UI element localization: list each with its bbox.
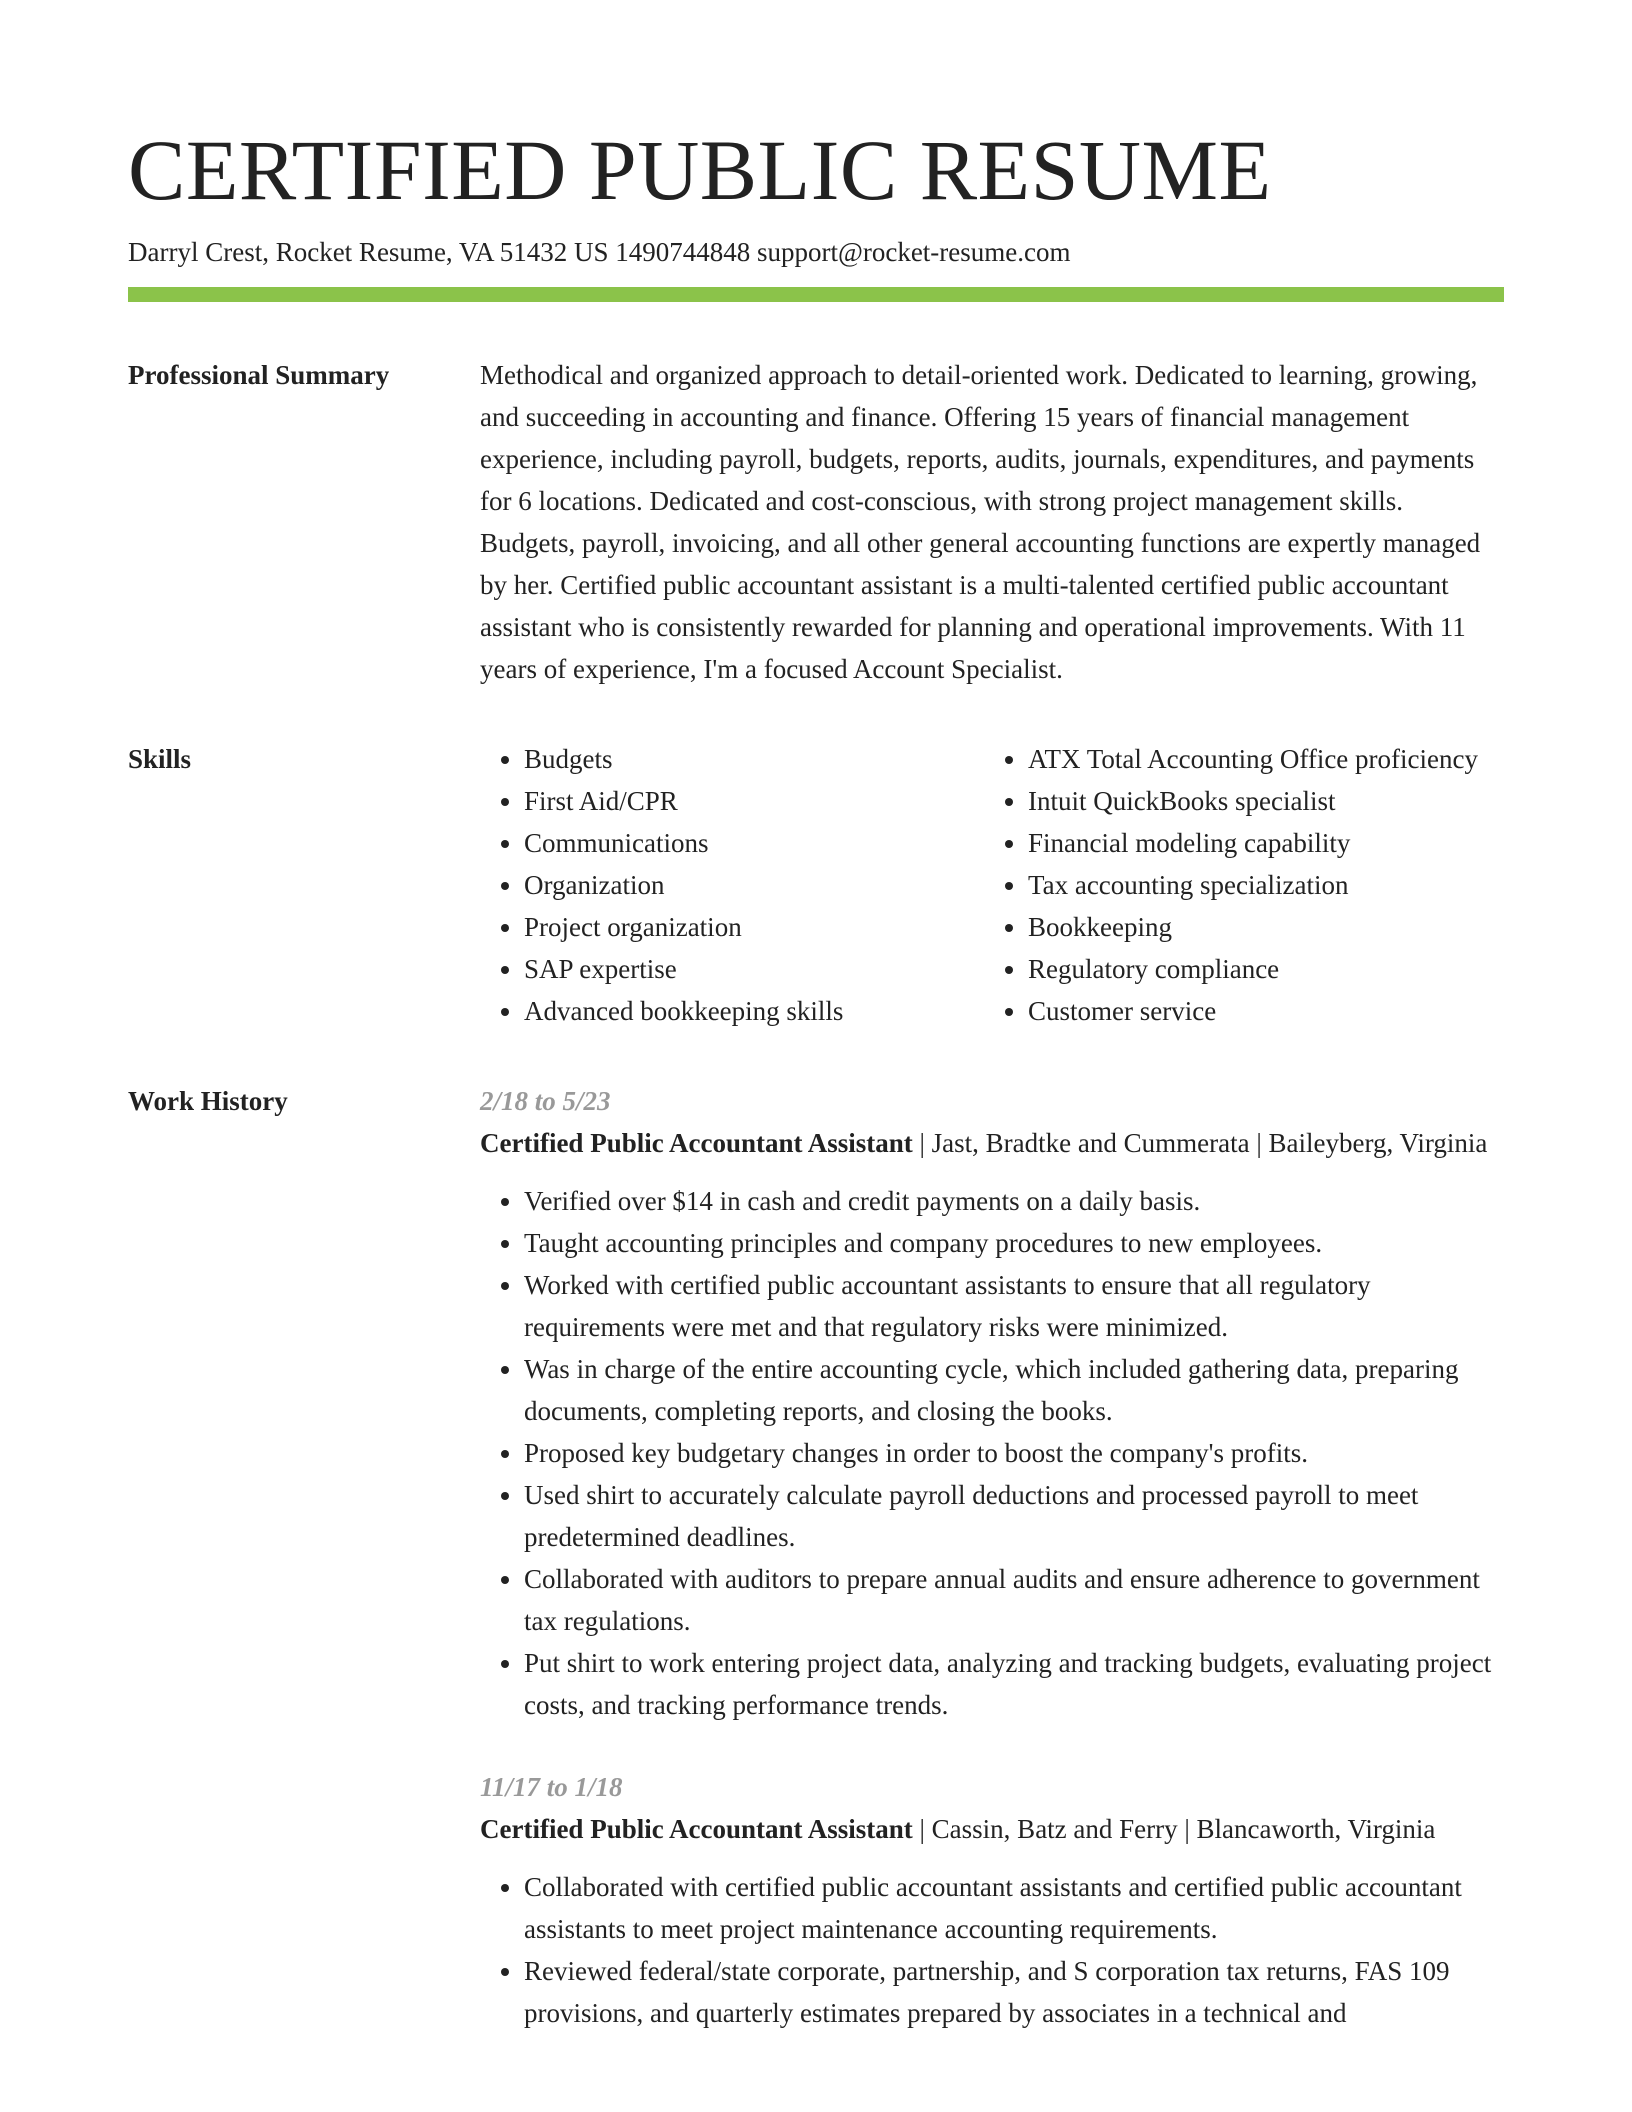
job-bullet: • Worked with certified public accountant assistants to ensure that all regulatory requirements were met and that regulatory risks were minimized. xyxy=(524,1264,1504,1348)
job-dates: 11/17 to 1/18 xyxy=(480,1772,623,1802)
summary-text: Methodical and organized approach to detail-oriented work. Dedicated to learning, growing, and succeeding in accounting and finance. Offering 15 years of financial management experience, including payroll, budgets, reports, audits, journals, expenditures, and payments for 6 locations. Dedicated and cost-conscious, with strong project management skills. Budgets, payroll, invoicing, and all other general accounting functions are expertly managed by her. Certified public accountant assistant is a multi-talented certified public accountant assistant who is consistently rewarded for planning and operational improvements. With 11 years of experience, I'm a focused Account Specialist. xyxy=(480,360,1481,684)
skills-list-right xyxy=(984,738,1504,1032)
skill-item: • ATX Total Accounting Office proficiency xyxy=(1028,738,1504,780)
summary-label: Professional Summary xyxy=(128,360,390,390)
work-section xyxy=(128,1080,1504,2074)
summary-section xyxy=(128,354,1504,690)
skills-list-left xyxy=(480,738,984,1032)
job-bullet: • Was in charge of the entire accounting cycle, which included gathering data, preparing documents, completing reports, and closing the books. xyxy=(524,1348,1504,1432)
skill-item: • Organization xyxy=(524,864,984,906)
job-bullet: • Proposed key budgetary changes in order to boost the company's profits. xyxy=(524,1432,1504,1474)
skill-item: • Communications xyxy=(524,822,984,864)
job-entry xyxy=(480,1766,1504,2034)
skill-item: • Tax accounting specialization xyxy=(1028,864,1504,906)
job-role: Certified Public Accountant Assistant xyxy=(480,1814,913,1844)
job-role: Certified Public Accountant Assistant xyxy=(480,1128,913,1158)
job-entry xyxy=(480,1080,1504,1726)
job-dates: 2/18 to 5/23 xyxy=(480,1086,611,1116)
job-bullet: • Used shirt to accurately calculate payroll deductions and processed payroll to meet predetermined deadlines. xyxy=(524,1474,1504,1558)
work-label: Work History xyxy=(128,1086,288,1116)
skill-item: • Bookkeeping xyxy=(1028,906,1504,948)
work-content xyxy=(480,1080,1504,2074)
skill-item: • Budgets xyxy=(524,738,984,780)
skill-item: • Customer service xyxy=(1028,990,1504,1032)
skill-item: • Project organization xyxy=(524,906,984,948)
resume-page xyxy=(128,0,1504,2074)
job-bullet: • Verified over $14 in cash and credit payments on a daily basis. xyxy=(524,1180,1504,1222)
skill-item: • Intuit QuickBooks specialist xyxy=(1028,780,1504,822)
job-heading xyxy=(480,1122,1504,1164)
job-bullets xyxy=(480,1180,1504,1726)
job-details: | Jast, Bradtke and Cummerata | Baileyberg, Virginia xyxy=(912,1128,1488,1158)
skill-item: • Advanced bookkeeping skills xyxy=(524,990,984,1032)
contact-line: Darryl Crest, Rocket Resume, VA 51432 US 1490744848 support@rocket-resume.com xyxy=(128,237,1071,267)
skill-item: • Regulatory compliance xyxy=(1028,948,1504,990)
resume-title: CERTIFIED PUBLIC RESUME xyxy=(128,122,1272,218)
job-details: | Cassin, Batz and Ferry | Blancaworth, Virginia xyxy=(912,1814,1436,1844)
header-divider xyxy=(128,287,1504,302)
summary-content xyxy=(480,354,1504,690)
job-bullet: • Put shirt to work entering project data, analyzing and tracking budgets, evaluating project costs, and tracking performance trends. xyxy=(524,1642,1504,1726)
job-heading xyxy=(480,1808,1504,1850)
skills-content xyxy=(480,738,1504,1032)
job-bullet: • Collaborated with certified public accountant assistants and certified public accountant assistants to meet project maintenance accounting requirements. xyxy=(524,1866,1504,1950)
skill-item: • First Aid/CPR xyxy=(524,780,984,822)
skills-section xyxy=(128,738,1504,1032)
skill-item: • SAP expertise xyxy=(524,948,984,990)
job-bullets xyxy=(480,1866,1504,2034)
job-bullet: • Collaborated with auditors to prepare annual audits and ensure adherence to government tax regulations. xyxy=(524,1558,1504,1642)
skill-item: • Financial modeling capability xyxy=(1028,822,1504,864)
skills-label: Skills xyxy=(128,744,192,774)
job-bullet: • Taught accounting principles and company procedures to new employees. xyxy=(524,1222,1504,1264)
job-bullet: • Reviewed federal/state corporate, partnership, and S corporation tax returns, FAS 109 provisions, and quarterly estimates prepared by associates in a technical and xyxy=(524,1950,1504,2034)
